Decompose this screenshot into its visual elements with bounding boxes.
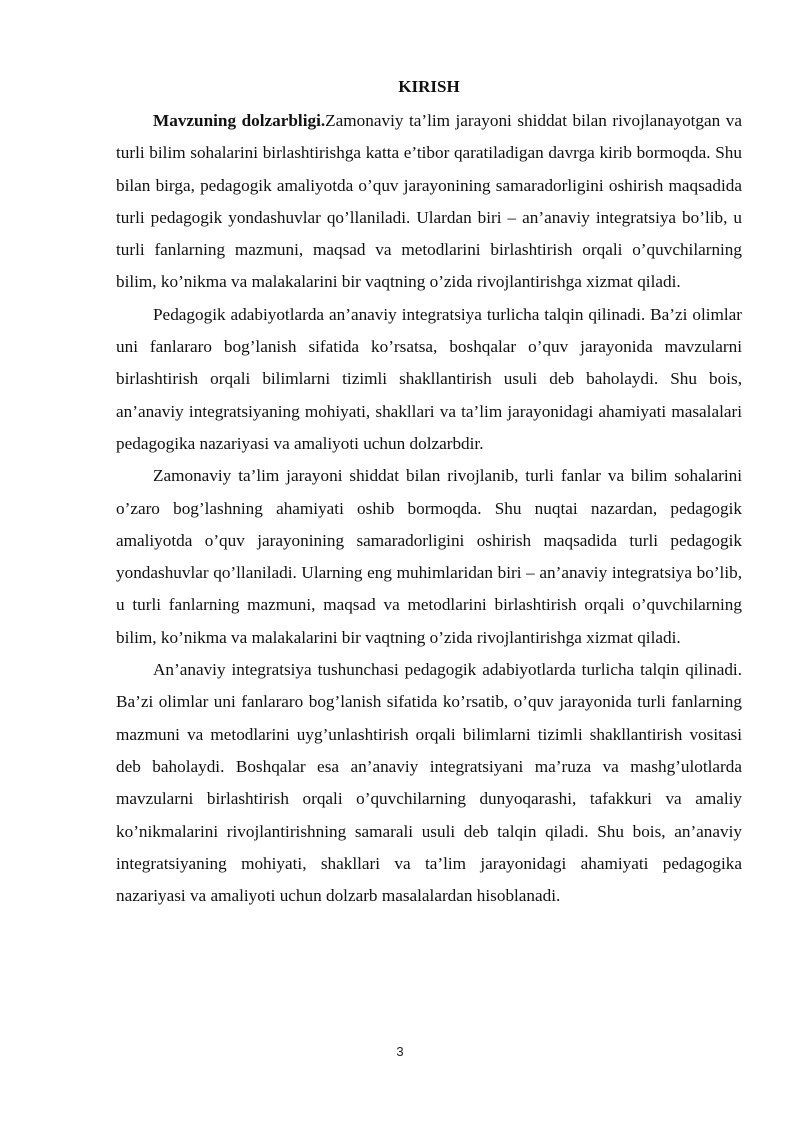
paragraph-text: Zamonaviy ta’lim jarayoni shiddat bilan rivojlanayotgan va turli bilim sohalarini birlashtirishga katta e’tibor qaratiladigan davrga kirib bormoqda. Shu bilan birga, pedagogik amaliyotda o’quv jarayonining samaradorligini oshirish maqsadida turli pedagogik yondashuvlar qo’llaniladi. Ulardan biri – an’anaviy integratsiya bo’lib, u turli fanlarning mazmuni, maqsad va metodlarini birlashtirish orqali o’quvchilarning bilim, ko’nikma va malakalarini bir vaqtning o’zida rivojlantirishga xizmat qiladi. xyxy=(116,111,742,292)
paragraph-text: An’anaviy integratsiya tushunchasi pedagogik adabiyotlarda turlicha talqin qilinadi. Ba’zi olimlar uni fanlararo bog’lanish sifatida ko’rsatib, o’quv jarayonida turli fanlarning mazmuni va metodlarini uyg’unlashtirish orqali bilimlarni tizimli shakllantirish vositasi deb baholaydi. Boshqalar esa an’anaviy integratsiyani ma’ruza va mashg’ulotlarda mavzularni birlashtirish orqali o’quvchilarning dunyoqarashi, tafakkuri va amaliy ko’nikmalarini rivojlantirishning samarali usuli deb talqin qiladi. Shu bois, an’anaviy integratsiyaning mohiyati, shakllari va ta’lim jarayonidagi ahamiyati pedagogika nazariyasi va amaliyoti uchun dolzarb masalalardan hisoblanadi. xyxy=(116,660,742,906)
page-content xyxy=(116,76,742,912)
paragraph-3 xyxy=(116,460,742,654)
paragraph-4 xyxy=(116,654,742,912)
paragraph-1 xyxy=(116,105,742,299)
paragraph-2 xyxy=(116,299,742,460)
section-title: KIRISH xyxy=(398,77,460,96)
paragraph-lead: Mavzuning dolzarbligi. xyxy=(153,111,326,130)
paragraph-text: Pedagogik adabiyotlarda an’anaviy integratsiya turlicha talqin qilinadi. Ba’zi olimlar uni fanlararo bog’lanish sifatida ko’rsatsa, boshqalar o’quv jarayonida mavzularni birlashtirish orqali bilimlarni tizimli shakllantirish usuli deb baholaydi. Shu bois, an’anaviy integratsiyaning mohiyati, shakllari va ta’lim jarayonidagi ahamiyati masalalari pedagogika nazariyasi va amaliyoti uchun dolzarbdir. xyxy=(116,304,742,453)
page-number: 3 xyxy=(396,1044,404,1059)
paragraph-text: Zamonaviy ta’lim jarayoni shiddat bilan rivojlanib, turli fanlar va bilim sohalarini o’zaro bog’lashning ahamiyati oshib bormoqda. Shu nuqtai nazardan, pedagogik amaliyotda o’quv jarayonining samaradorligini oshirish maqsadida turli pedagogik yondashuvlar qo’llaniladi. Ularning eng muhimlaridan biri – an’anaviy integratsiya bo’lib, u turli fanlarning mazmuni, maqsad va metodlarini birlashtirish orqali o’quvchilarning bilim, ko’nikma va malakalarini bir vaqtning o’zida rivojlantirishga xizmat qiladi. xyxy=(116,466,742,647)
